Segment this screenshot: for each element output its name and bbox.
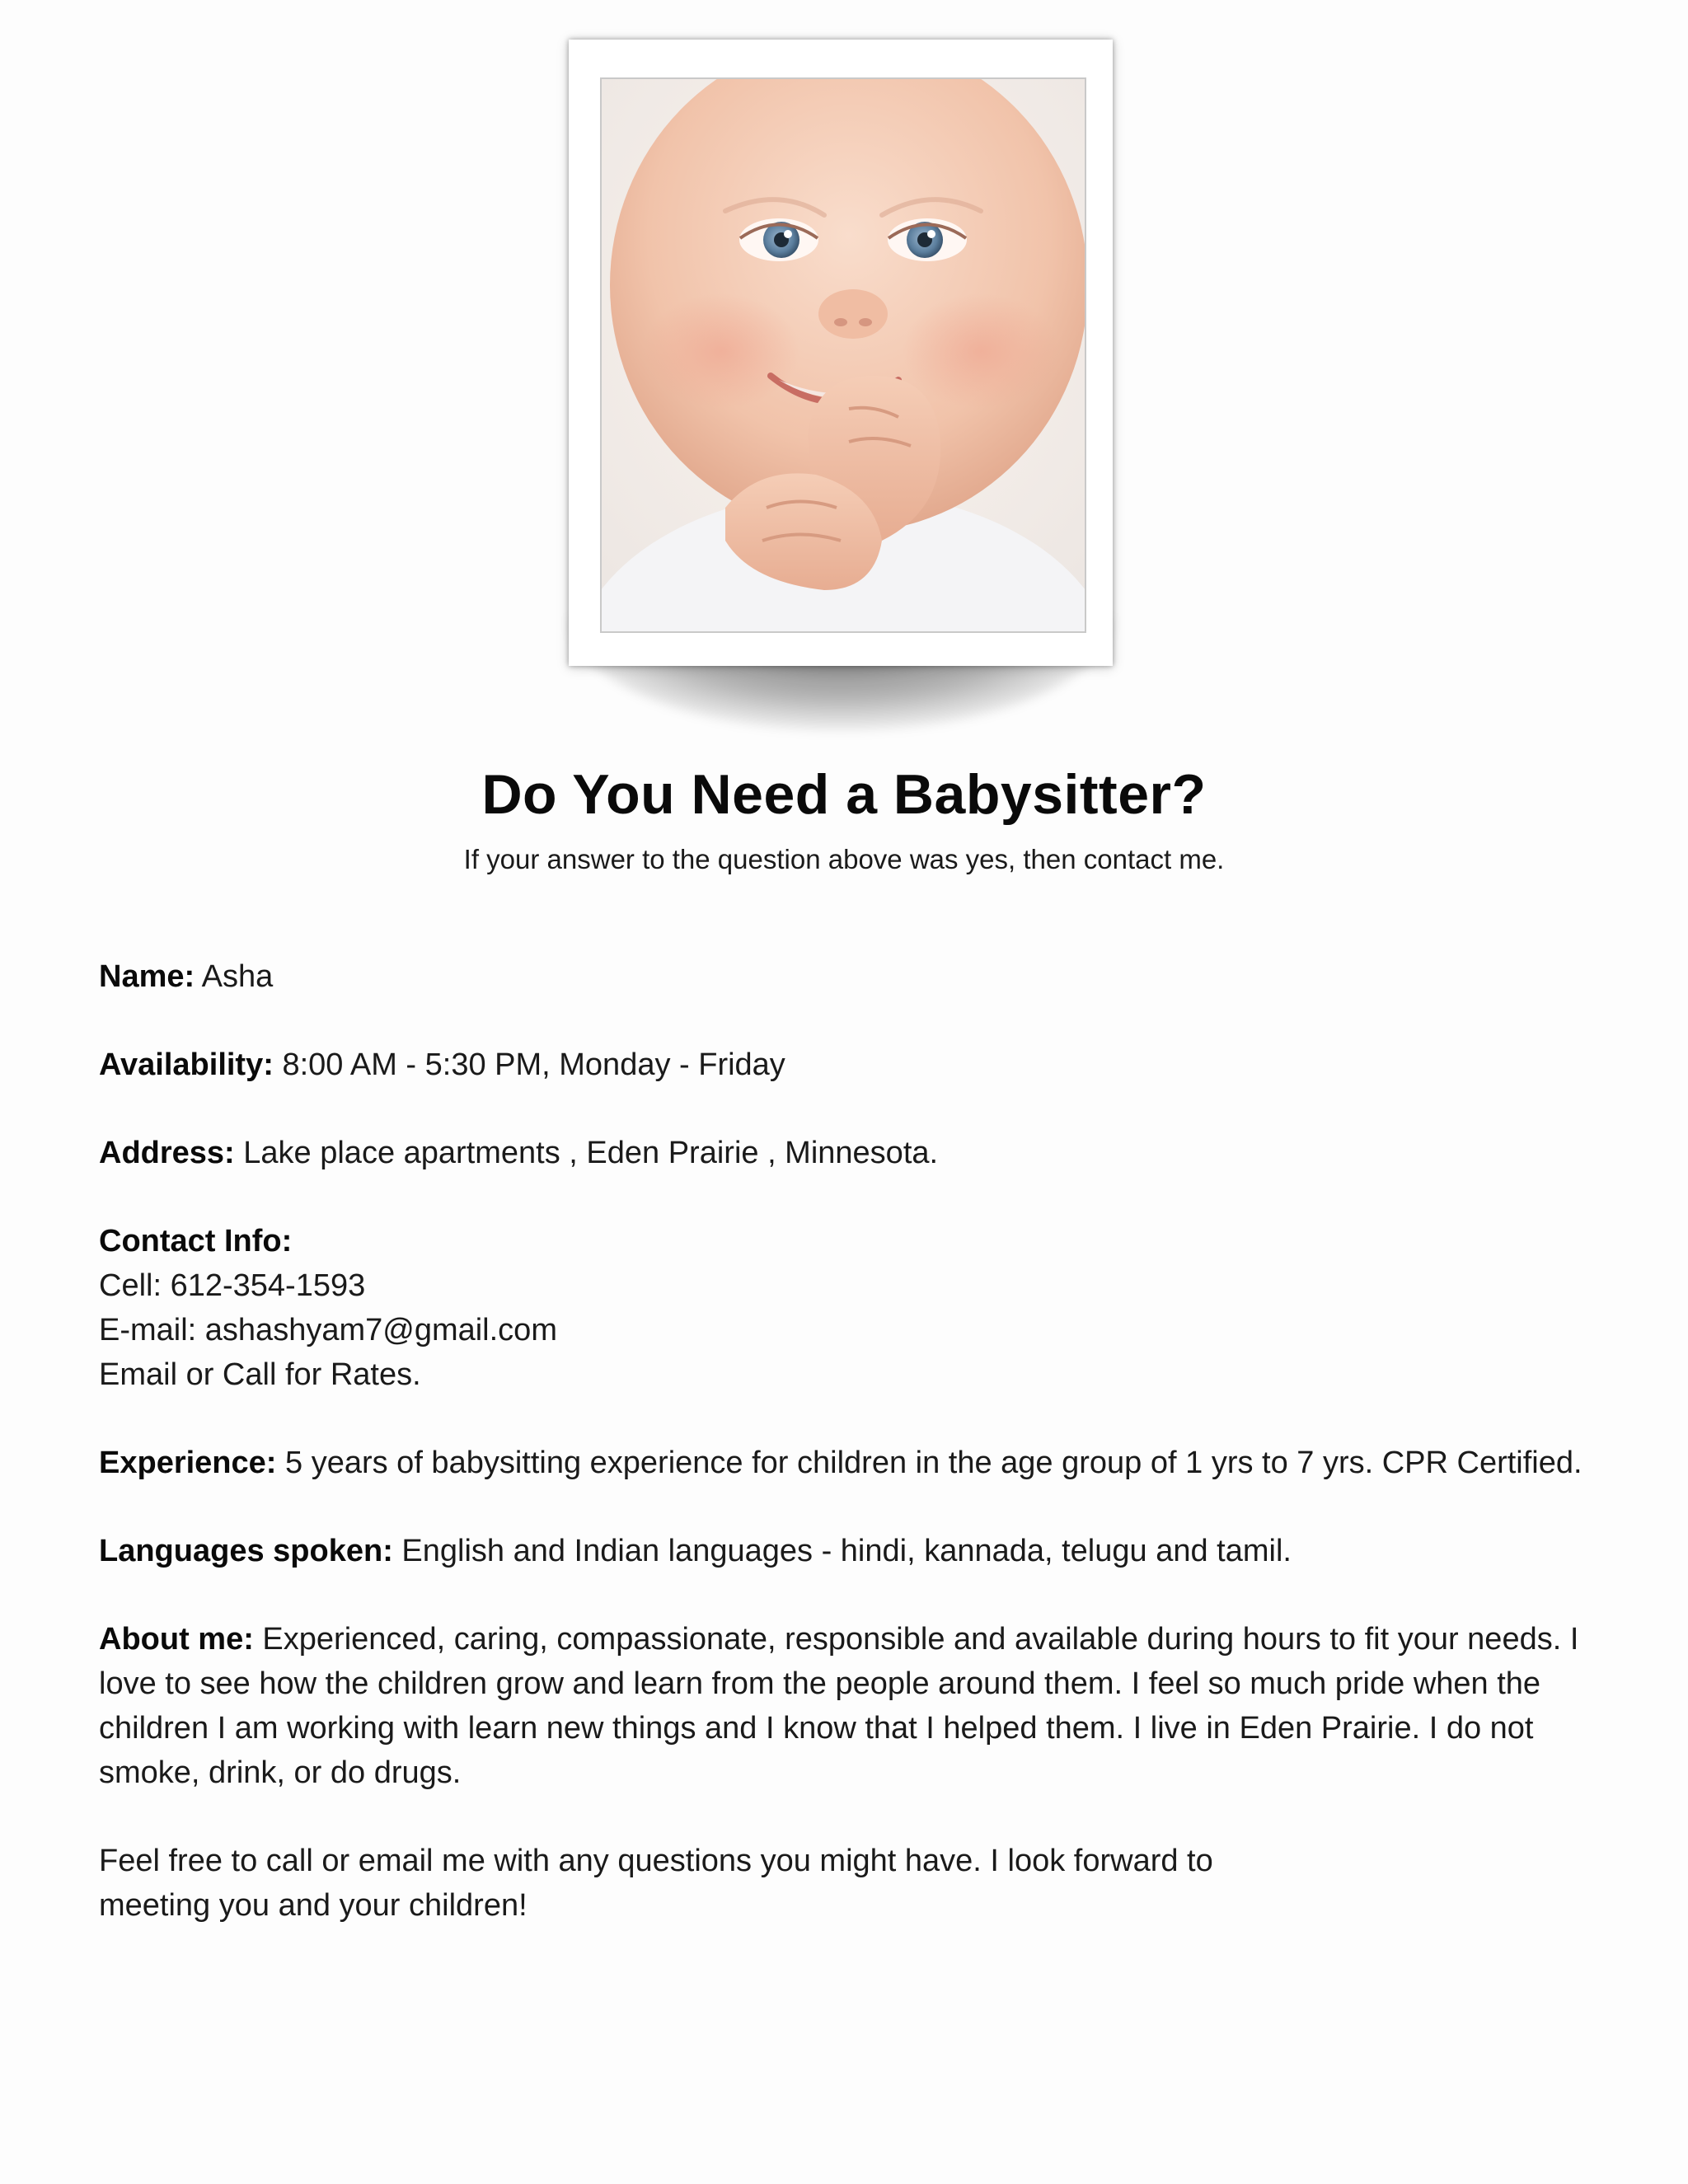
address-label: Address: (99, 1136, 235, 1170)
page-title: Do You Need a Babysitter? (481, 763, 1207, 826)
languages-value: English and Indian languages - hindi, kannada, telugu and tamil. (392, 1534, 1292, 1568)
closing-line-2: meeting you and your children! (99, 1888, 528, 1923)
profile-details (99, 954, 1599, 1971)
contact-email: E-mail: ashashyam7@gmail.com (99, 1313, 557, 1347)
about-value: Experienced, caring, compassionate, responsible and available during hours to fit your needs. I love to see how the children grow and learn from the people around them. I feel so much pride when the children I am working with learn new things and I know that I helped them. I live in Eden Prairie. I do not smoke, drink, or do drugs. (99, 1622, 1579, 1790)
page-subtitle: If your answer to the question above was yes, then contact me. (463, 844, 1225, 874)
contact-section (99, 1219, 1599, 1397)
photo-container (560, 40, 1121, 748)
contact-cell: Cell: 612-354-1593 (99, 1268, 366, 1303)
address-section (99, 1131, 1599, 1175)
baby-photo (600, 77, 1086, 633)
availability-value: 8:00 AM - 5:30 PM, Monday - Friday (273, 1047, 785, 1082)
about-section (99, 1617, 1599, 1795)
experience-section (99, 1441, 1599, 1485)
address-value: Lake place apartments , Eden Prairie , Minnesota. (234, 1136, 939, 1170)
availability-section (99, 1043, 1599, 1087)
languages-label: Languages spoken: (99, 1534, 393, 1568)
baby-face-illustration (602, 79, 1085, 631)
photo-frame (569, 40, 1113, 666)
languages-section (99, 1529, 1599, 1573)
name-label: Name: (99, 959, 195, 994)
availability-label: Availability: (99, 1047, 274, 1082)
closing-section (99, 1839, 1599, 1928)
closing-line-1: Feel free to call or email me with any questions you might have. I look forward to (99, 1844, 1213, 1878)
name-value: Asha (195, 959, 274, 994)
experience-label: Experience: (99, 1446, 277, 1480)
experience-value: 5 years of babysitting experience for children in the age group of 1 yrs to 7 yrs. CPR Certified. (276, 1446, 1582, 1480)
about-label: About me: (99, 1622, 254, 1657)
contact-rates: Email or Call for Rates. (99, 1357, 421, 1392)
name-section (99, 954, 1599, 999)
contact-label: Contact Info: (99, 1224, 293, 1258)
